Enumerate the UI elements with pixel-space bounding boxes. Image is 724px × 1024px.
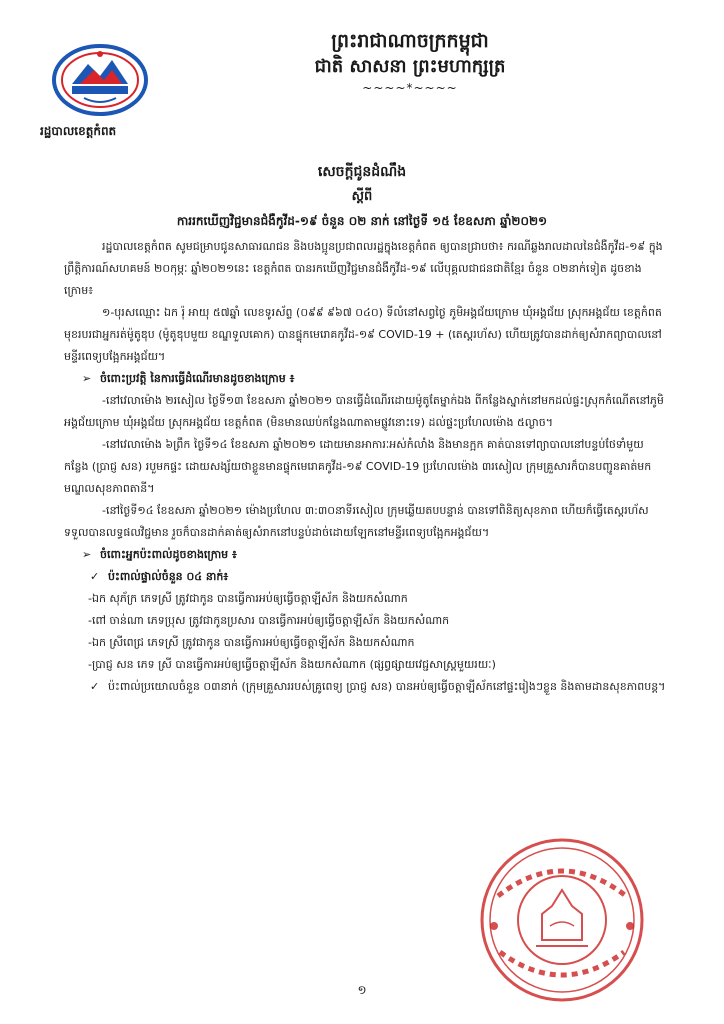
history-heading-text: ចំពោះប្រវត្តិ នៃការធ្វើដំណើរមានដូចខាងក្រោម ៖ <box>100 372 295 385</box>
history-paragraph-2: -នៅវេលាម៉ោង ៦ព្រឹក ថ្ងៃទី១៤ ខែឧសភា ឆ្នាំ២០២១ ដោយមានអាការៈអស់កំលាំង និងមានក្អក គាត់បានទៅព្យាបាលនៅបន្ទប់ថែទាំមួយកន្លែង (ប្រាជ្ញ សន) របួមកផ្ទះ ដោយសង្ស័យថាខ្លួនមានផ្ទុកមេរោគកូវីដ-១៩ COVID-19 ប្រហែលម៉ោង ៣រសៀល ក្រុមគ្រួសារក៏បានបញ្ជូនគាត់មកមណ្ឌលសុខភាពតានី។ <box>64 438 652 495</box>
issuing-office-name: រដ្ឋបាលខេត្តកំពត <box>40 124 117 138</box>
direct-contacts-heading <box>64 566 668 588</box>
check-icon: ✓ <box>90 570 100 583</box>
header-ornament: ~~~~*~~~~ <box>362 81 458 95</box>
page-number: ១ <box>357 983 367 997</box>
contact-item: -ប្រាជ្ញ សន ភេទ ស្រី បានធ្វើការអប់ឲ្យធ្វើចត្តាឡីស័ក និងយកសំណាក (ផ្សព្វផ្សាយវេជ្ជសាស្រ្តមួយរយៈ) <box>88 658 496 671</box>
provincial-logo-icon <box>50 40 150 120</box>
history-heading <box>64 368 668 390</box>
document-type: សេចក្តីជូនដំណឹង <box>317 164 407 180</box>
indirect-contacts-paragraph <box>64 676 668 698</box>
indirect-contacts-text: ប៉ះពាល់ប្រយោលចំនួន ០៣នាក់ (ក្រុមគ្រួសាររបស់គ្រូពេទ្យ ប្រាជ្ញ សន) បានអប់ឲ្យធ្វើចត្តាឡីស័កនៅផ្ទះរៀងៗខ្លួន និងតាមដានសុខភាពបន្ត។ <box>108 680 666 693</box>
case-1-paragraph: ១-បុរសឈ្មោះ ឯក រ៉ុ អាយុ ៥៧ឆ្នាំ លេខទូរស័ព្ទ (០៩៩ ៩៦៧ ០៤០) ទីលំនៅសព្វថ្ងៃ ភូមិអង្គជ័យក្រោម ឃុំអង្គជ័យ ស្រុកអង្គជ័យ ខេត្តកំពត មុខរបរជាអ្នករត់ម៉ូតូឌុប (ម៉ូតូឌុបមួយ ខណ្ឌទួលគោក) បានផ្ទុកមេរោគកូវីដ-១៩ COVID-19 + (តេស្តរហ័ស) ហើយត្រូវបានដាក់ឲ្យសំរាកព្យាបាលនៅមន្ទីរពេទ្យបង្អែកអង្គជ័យ។ <box>64 306 662 363</box>
official-seal-icon <box>478 836 646 1004</box>
check-icon: ✓ <box>90 680 100 693</box>
kingdom-name: ព្រះរាជាណាចក្រកម្ពុជា <box>331 30 489 52</box>
contact-item: -ពៅ ចាន់ណា ភេទប្រុស ត្រូវជាកូនប្រសារ បានធ្វើការអប់ឲ្យធ្វើចត្តាឡីស័ក និងយកសំណាក <box>88 614 450 627</box>
history-paragraph-3: -នៅថ្ងៃទី១៤ ខែឧសភា ឆ្នាំ២០២១ ម៉ោងប្រហែល ៣:៣០នាទីរសៀល ក្រុមឆ្លើយតបបន្ទាន់ បានទៅពិនិត្យសុខភាព ហើយក៏ធ្វើតេស្តរហ័ស ទទួលបានលទ្ធផលវិជ្ជមាន រួចក៏បានដាក់គាត់ឲ្យសំរាកនៅបន្ទប់ដាច់ដោយឡែកនៅមន្ទីរពេទ្យបង្អែកអង្គជ័យ។ <box>64 504 649 539</box>
contact-item: -ឯក សុភ័ក្រ ភេទស្រី ត្រូវជាកូន បានធ្វើការអប់ឲ្យធ្វើចត្តាឡីស័ក និងយកសំណាក <box>88 592 408 605</box>
national-header <box>260 28 560 96</box>
national-motto: ជាតិ សាសនា ព្រះមហាក្សត្រ <box>314 56 506 77</box>
document-body <box>64 236 668 698</box>
document-subject: ស្តីពី <box>351 189 373 204</box>
contacts-heading-text: ចំពោះអ្នកប៉ះពាល់ដូចខាងក្រោម ៖ <box>100 548 237 561</box>
contact-item: -ឯក ស្រីពេជ្រ ភេទស្រី ត្រូវជាកូន បានធ្វើការអប់ឲ្យធ្វើចត្តាឡីស័ក និងយកសំណាក <box>88 636 415 649</box>
arrow-bullet-icon: ➢ <box>82 548 92 561</box>
document-headline: ការរកឃើញវិជ្ជមានជំងឺកូវីដ-១៩ ចំនួន ០២ នាក់ នៅថ្ងៃទី ១៥ ខែឧសភា ឆ្នាំ២០២១ <box>176 214 548 228</box>
direct-contacts-heading-text: ប៉ះពាល់ផ្ទាល់ចំនួន ០៤ នាក់៖ <box>108 570 229 583</box>
arrow-bullet-icon: ➢ <box>82 372 92 385</box>
contacts-heading <box>64 544 668 566</box>
history-paragraph-1: -នៅវេលាម៉ោង ២រសៀល ថ្ងៃទី១៣ ខែឧសភា ឆ្នាំ២០២១ បានធ្វើដំណើរដោយម៉ូតូតែម្នាក់ឯង ពីកន្លែងស្នាក់នៅមកដល់ផ្ទះស្រុកកំណើតនៅភូមិអង្គជ័យក្រោម ឃុំអង្គជ័យ ស្រុកអង្គជ័យ ខេត្តកំពត (មិនមានឈប់កន្លែងណាតាមផ្លូវនោះទេ) ដល់ផ្ទះប្រហែលម៉ោង ៥ល្ងាច។ <box>64 394 664 429</box>
intro-paragraph: រដ្ឋបាលខេត្តកំពត សូមជម្រាបជូនសាធារណជន និងបងប្អូនប្រជាពលរដ្ឋក្នុងខេត្តកំពត ឲ្យបានជ្រាបថា៖ ករណីឆ្លងរាលដាលនៃជំងឺកូវីដ-១៩ ក្នុងព្រឹត្តិការណ៍សហគមន៍ ២០កុម្ភៈ ឆ្នាំ២០២១នេះ ខេត្តកំពត បានរកឃើញវិជ្ជមានជំងឺកូវីដ-១៩ លើបុគ្គលជាជនជាតិខ្មែរ ចំនួន ០២នាក់ទៀត ដូចខាងក្រោម៖ <box>64 240 663 297</box>
